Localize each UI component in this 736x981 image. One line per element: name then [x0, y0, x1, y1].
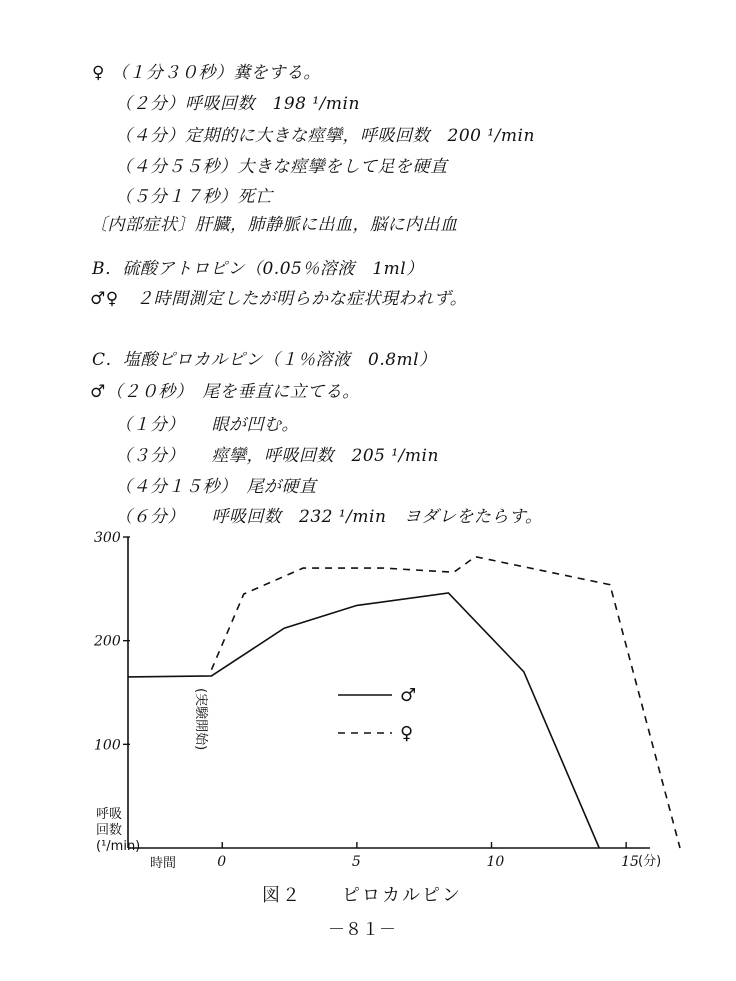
y-tick-label: 200: [94, 633, 121, 650]
page-number: －８１－: [328, 920, 396, 940]
text-line-11: （１分） 眼が凹む。: [115, 415, 299, 435]
text-line-6: 〔内部症状〕肝臓，肺静脈に出血，脳に内出血: [90, 215, 458, 235]
text-line-4: （４分５５秒）大きな痙攣をして足を硬直: [115, 157, 448, 177]
text-line-14: （６分） 呼吸回数 232 ¹/min ヨダレをたらす。: [115, 507, 543, 527]
x-tick-label: 5: [351, 854, 361, 870]
legend-label-female: ♀: [400, 723, 414, 744]
text-line-10: ♂（２０秒） 尾を垂直に立てる。: [90, 382, 360, 402]
y-axis-label: (¹/min): [96, 839, 141, 854]
figure-caption: 図２ ピロカルピン: [262, 885, 462, 906]
y-axis-label: 回数: [96, 823, 123, 838]
chart-labels: [93, 530, 661, 871]
x-tick-label: 15: [621, 854, 639, 870]
text-line-3: （４分）定期的に大きな痙攣，呼吸回数 200 ¹/min: [115, 126, 535, 146]
text-line-12: （３分） 痙攣，呼吸回数 205 ¹/min: [115, 446, 439, 466]
y-axis-label: 呼吸: [96, 807, 123, 822]
x-axis-unit-label: (分): [638, 854, 662, 869]
x-tick-label: 0: [217, 854, 227, 870]
text-line-13: （４分１５秒） 尾が硬直: [115, 477, 317, 497]
text-line-9: C．塩酸ピロカルピン（１％溶液 0.8ml）: [92, 350, 437, 370]
experiment-start-annotation: (実験開始): [193, 688, 208, 751]
series-line-female: [211, 557, 680, 848]
text-line-8: ♂♀ ２時間測定したが明らかな症状現われず。: [90, 289, 468, 309]
text-line-1: ♀ （１分３０秒）糞をする。: [92, 63, 321, 83]
y-tick-label: 100: [94, 737, 121, 754]
x-axis-prefix-label: 時間: [150, 856, 177, 871]
legend-label-male: ♂: [400, 685, 417, 706]
y-tick-label: 300: [94, 530, 121, 546]
text-line-7: B．硫酸アトロピン（0.05％溶液 1ml）: [92, 259, 424, 279]
text-line-5: （５分１７秒）死亡: [115, 187, 273, 207]
x-tick-label: 10: [486, 854, 505, 870]
text-line-2: （２分）呼吸回数 198 ¹/min: [115, 94, 360, 114]
